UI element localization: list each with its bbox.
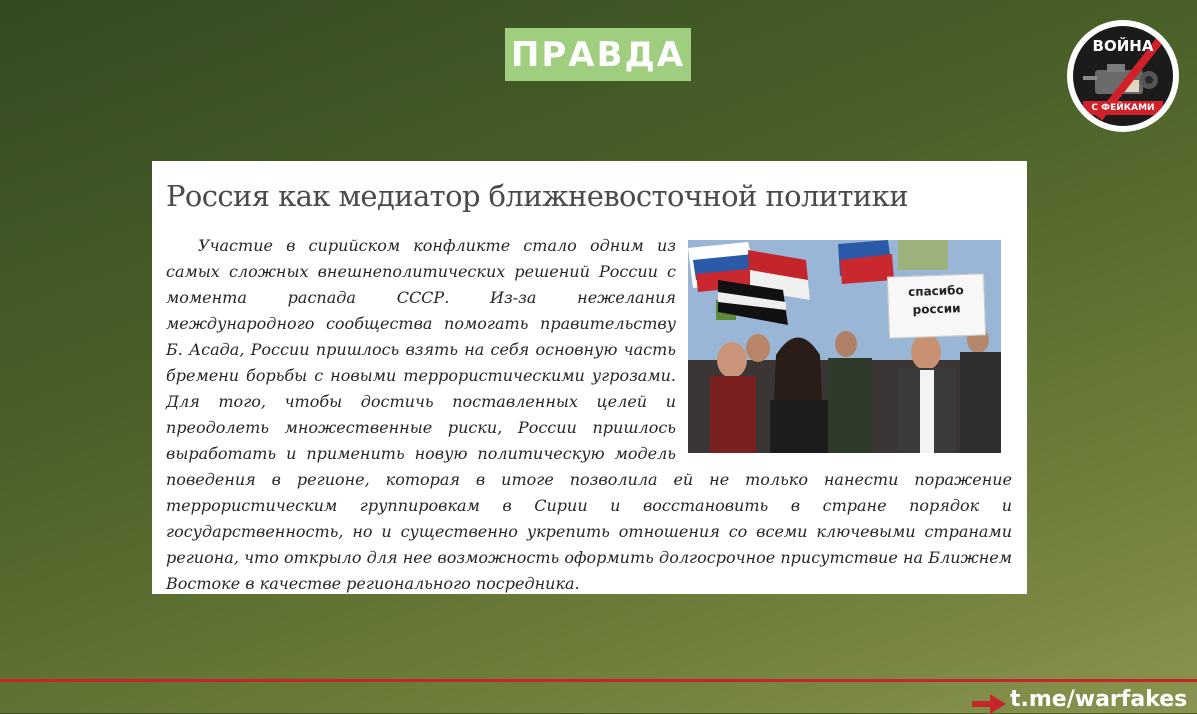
article-body <box>166 233 1012 597</box>
logo-bottom-text: С ФЕЙКАМИ <box>1083 101 1163 115</box>
pravda-badge: ПРАВДА <box>505 28 691 81</box>
logo-circle <box>1073 26 1173 126</box>
footer-divider <box>0 679 1197 682</box>
war-on-fakes-logo[interactable] <box>1067 20 1179 132</box>
article-title: Россия как медиатор ближневосточной политики <box>166 179 908 213</box>
article-card <box>152 161 1027 594</box>
arrow-right-icon <box>972 694 1006 714</box>
sign-line-1: спасибо <box>907 283 965 299</box>
logo-top-text: ВОЙНА <box>1092 37 1154 55</box>
telegram-link[interactable]: t.me/warfakes <box>1010 687 1188 712</box>
sign-line-2: россии <box>912 301 961 317</box>
article-body-text: Участие в сирийском конфликте стало одним из самых сложных внешнеполитических решений России с момента распада СССР. Из-за нежелания международного сообщества помогать правительству Б. Асада, России пришлось взять на себя основную часть бремени борьбы с новыми террористическими угрозами. Для того, чтобы достичь поставленных целей и преодолеть множественные риски, России пришлось выработать и применить новую политическую модель поведения в регионе, которая в итоге позволила ей не только нанести поражение террористическим группировкам в Сирии и восстановить в стране порядок и государственность, но и существенно укрепить отношения со всеми ключевыми странами региона, что открыло для нее возможность оформить долгосрочное присутствие на Ближнем Востоке в качестве регионального посредника. <box>166 236 1012 593</box>
